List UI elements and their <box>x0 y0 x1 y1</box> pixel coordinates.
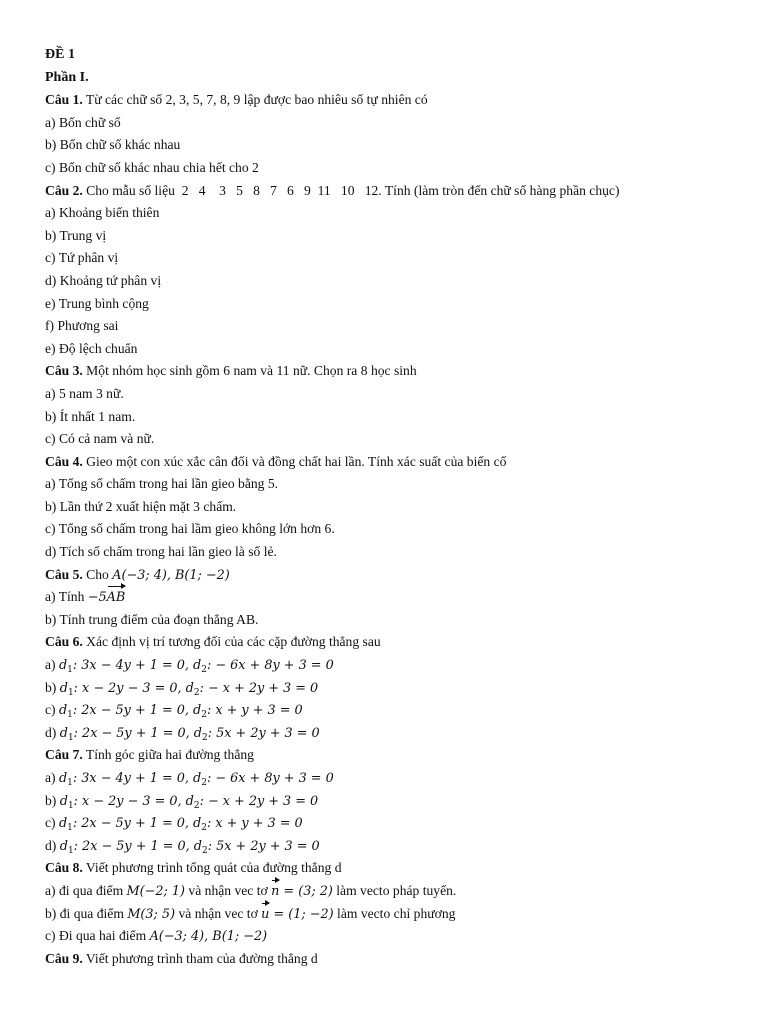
normal-vector: n <box>271 881 279 904</box>
line-d1: $d_1$: 2x − 5y + 1 = 0, $d_2$: x + y + 3 = 0 <box>58 703 303 721</box>
question-label: Câu 7. <box>45 747 83 763</box>
direction-vector: u <box>261 904 269 927</box>
answer-item: f) Phương sai <box>45 318 119 334</box>
item-prefix: a) <box>45 770 59 785</box>
answer-item: b) Trung vị <box>45 227 107 243</box>
item-prefix: c) <box>45 702 59 718</box>
vector-ab: AB <box>107 587 126 610</box>
question-text: Xác định vị trí tương đối của các cặp đường thẳng sau <box>82 634 381 650</box>
line-d1: $d_1$: 3x − 4y + 1 = 0, $d_2$: − 6x + 8y + 3 = 0 <box>58 771 334 788</box>
math-points: A(−3; 4), B(1; −2) <box>112 567 230 583</box>
line-d1: $d_1$: 2x − 5y + 1 = 0, $d_2$: 5x + 2y + 3 = 0 <box>59 838 320 856</box>
answer-item: b) Bốn chữ số khác nhau <box>45 137 181 153</box>
question-text: Một nhóm học sinh gồm 6 nam và 11 nữ. Chọn ra 8 học sinh <box>82 363 417 379</box>
answer-item: a) Khoảng biến thiên <box>45 205 160 221</box>
question-label: Câu 6. <box>45 634 83 650</box>
question-7 <box>45 744 748 767</box>
question-8 <box>45 857 748 880</box>
line-pair-item <box>45 812 748 835</box>
question-text: Viết phương trình tổng quát của đường thẳng d <box>82 860 342 876</box>
question-label: Câu 3. <box>45 363 83 379</box>
question-5 <box>45 564 748 587</box>
item-prefix: d) <box>45 724 60 740</box>
line-d1: $d_1$: 2x − 5y + 1 = 0, $d_2$: 5x + 2y + 3 = 0 <box>59 725 320 743</box>
answer-item: b) Lần thứ 2 xuất hiện mặt 3 chấm. <box>45 498 237 514</box>
answer-item: d) Tích số chấm trong hai lần gieo là số lẻ. <box>45 544 277 560</box>
answer-item: b) Tính trung điểm của đoạn thẳng AB. <box>45 611 259 627</box>
answer-item: e) Độ lệch chuẩn <box>45 340 138 356</box>
item-prefix: a) <box>45 657 59 673</box>
item-prefix: c) <box>45 815 59 831</box>
answer-item: e) Trung bình cộng <box>45 295 149 311</box>
question-label: Câu 4. <box>45 453 83 469</box>
exam-document <box>45 44 748 970</box>
question-label: Câu 1. <box>45 92 83 108</box>
answer-item: a) Tổng số chấm trong hai lần gieo bằng 5. <box>45 476 279 492</box>
question-label: Câu 9. <box>45 950 83 966</box>
answer-item: a) 5 nam 3 nữ. <box>45 385 124 401</box>
line-pair-item <box>45 677 748 700</box>
line-pair-item <box>45 790 748 813</box>
line-pair-item <box>45 699 748 722</box>
question-text: Từ các chữ số 2, 3, 5, 7, 8, 9 lập được bao nhiêu số tự nhiên có <box>82 92 428 108</box>
line-d1: $d_1$: x − 2y − 3 = 0, $d_2$: − x + 2y + 3 = 0 <box>59 680 319 698</box>
answer-item: c) Có cả nam và nữ. <box>45 431 155 447</box>
answer-item: a) Bốn chữ số <box>45 114 121 130</box>
answer-item: c) Bốn chữ số khác nhau chia hết cho 2 <box>45 159 259 175</box>
question-4 <box>45 451 748 474</box>
question-text: Viết phương trình tham của đường thẳng d <box>82 950 318 966</box>
line-pair-item <box>45 722 748 745</box>
question-3 <box>45 360 748 383</box>
part-heading: Phần I. <box>45 69 89 85</box>
math-coefficient: −5 <box>87 590 107 606</box>
question-1 <box>45 89 748 112</box>
question-label: Câu 2. <box>45 182 83 198</box>
question-9 <box>45 948 748 971</box>
answer-item: b) đi qua điểm M(3; 5) và nhận vec tơ u = (1; −2) làm vecto chỉ phương <box>45 903 748 926</box>
answer-item <box>45 586 748 609</box>
exam-title: ĐỀ 1 <box>45 47 75 62</box>
answer-prefix: a) Tính <box>45 589 88 605</box>
question-6 <box>45 631 748 654</box>
line-d1: $d_1$: 2x − 5y + 1 = 0, $d_2$: x + y + 3 = 0 <box>58 816 303 834</box>
answer-item: b) Ít nhất 1 nam. <box>45 408 136 424</box>
question-text: Tính góc giữa hai đường thẳng <box>82 747 254 763</box>
answer-item: c) Tổng số chấm trong hai lầm gieo không lớn hơn 6. <box>45 521 335 537</box>
answer-item: c) Tứ phân vị <box>45 250 119 266</box>
line-pair-item <box>45 835 748 858</box>
item-prefix: d) <box>45 837 60 853</box>
question-text: Cho <box>82 566 113 582</box>
question-text: Gieo một con xúc xắc cân đối và đồng chất hai lần. Tính xác suất của biến cố <box>82 453 507 469</box>
item-prefix: b) <box>45 792 60 808</box>
question-label: Câu 8. <box>45 860 83 876</box>
answer-item: c) Đi qua hai điểm A(−3; 4), B(1; −2) <box>45 928 268 945</box>
question-2 <box>45 180 748 203</box>
line-pair-item <box>45 654 748 677</box>
line-d1: $d_1$: x − 2y − 3 = 0, $d_2$: − x + 2y + 3 = 0 <box>59 793 319 811</box>
question-label: Câu 5. <box>45 566 83 582</box>
answer-item: d) Khoảng tứ phân vị <box>45 272 162 288</box>
item-prefix: b) <box>45 679 60 695</box>
line-d1: $d_1$: 3x − 4y + 1 = 0, $d_2$: − 6x + 8y + 3 = 0 <box>58 658 334 676</box>
answer-item: a) đi qua điểm M(−2; 1) và nhận vec tơ n = (3; 2) làm vecto pháp tuyến. <box>45 880 748 903</box>
line-pair-item <box>45 767 748 790</box>
question-text: Cho mẫu số liệu 2 4 3 5 8 7 6 9 11 10 12. Tính (làm tròn đến chữ số hàng phần chục) <box>82 182 620 198</box>
